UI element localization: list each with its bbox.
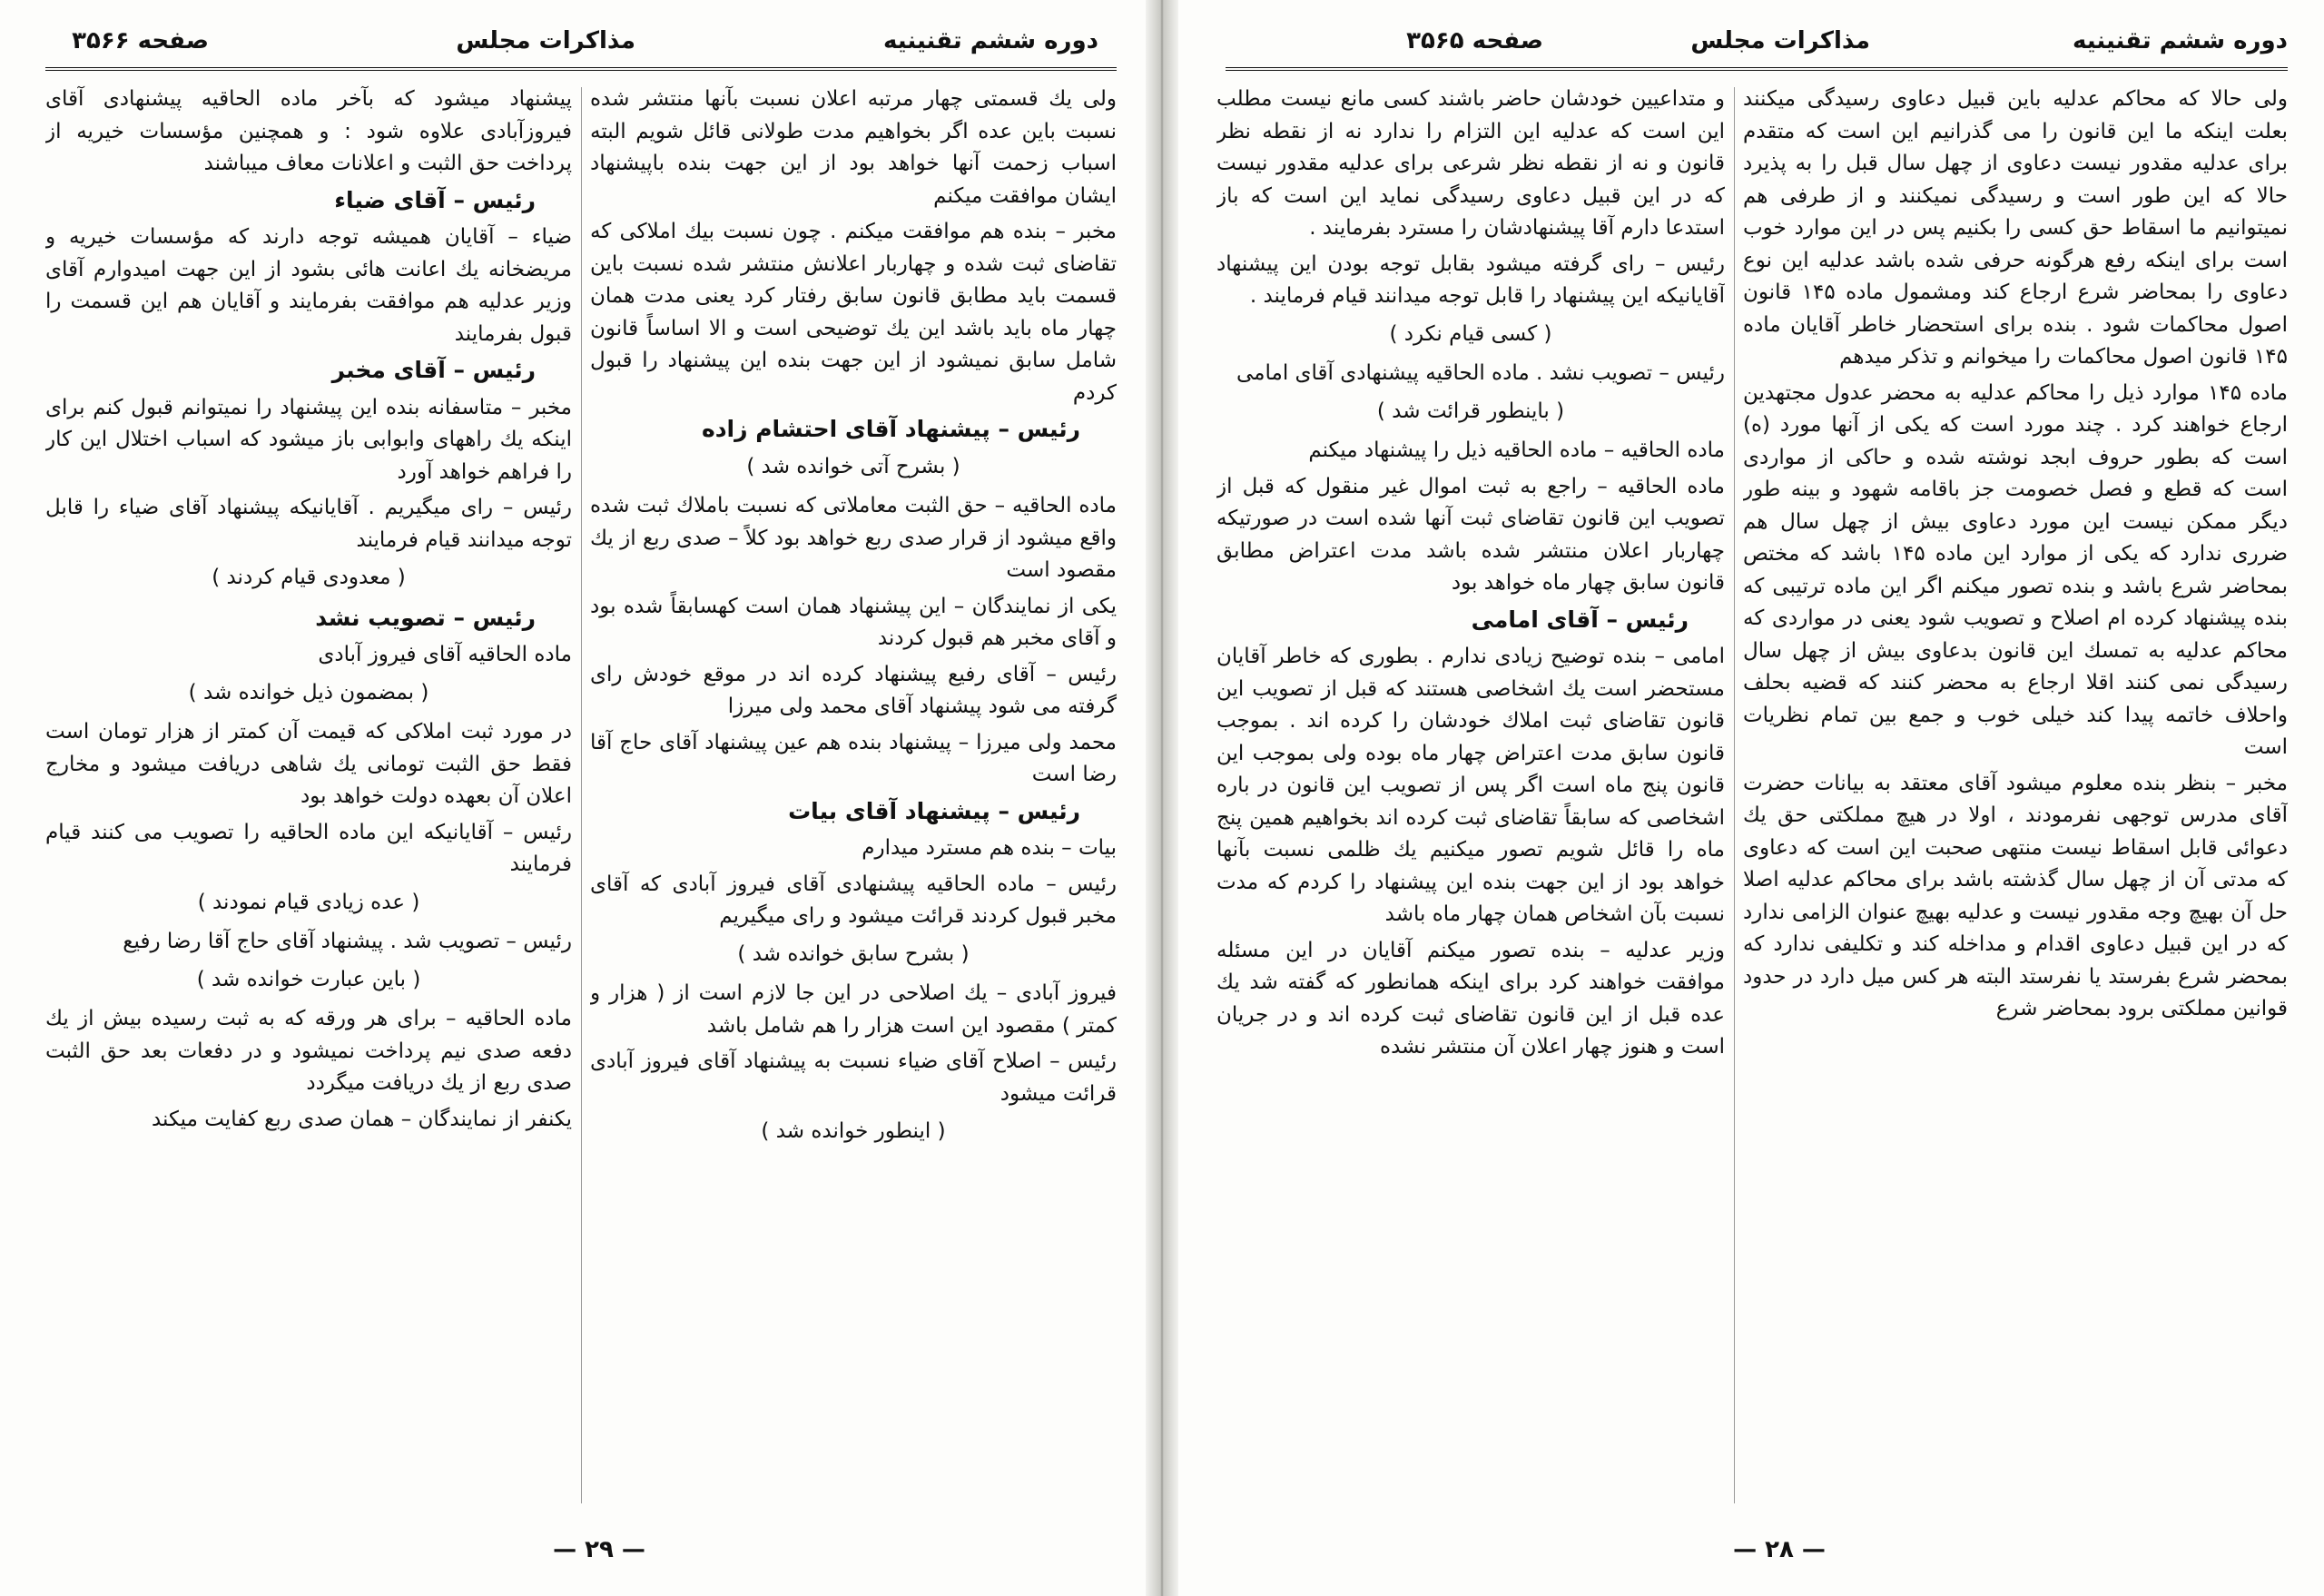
speaker-line: رئیس – آقای امامی [1471, 606, 1689, 633]
paragraph: رئیس – رای میگیریم . آقایانیکه پیشنهاد آقای ضیاء را قابل توجه میدانند قیام فرمایند [45, 496, 572, 552]
paragraph: ماده الحاقیه – برای هر ورقه که به ثبت رسیده بیش از یك دفعه صدی نیم پرداخت نمیشود و در دفعات بعد حق الثبت صدی ربع از یك دریافت میگردد [45, 1007, 572, 1095]
speaker-line: رئیس – آقای ضیاء [334, 186, 536, 213]
paragraph: یکی از نمایندگان – این پیشنهاد همان است کهسابقاً شده بود و آقای مخبر هم قبول کردند [590, 594, 1117, 650]
left-page-number: — ۲۹ — [553, 1536, 645, 1563]
paragraph: ماده الحاقیه – ماده الحاقیه ذیل را پیشنهاد میکنم [1308, 438, 1725, 462]
paragraph: رئیس – رای گرفته میشود بقابل توجه بودن این پیشنهاد آقایانیکه این پیشنهاد را قابل توجه میدانند قیام فرمایند . [1216, 251, 1725, 308]
paragraph: ماده الحاقیه – حق الثبت معاملاتی که نسبت باملاك ثبت شده واقع میشود از قرار صدی ربع خواهد بود کلاً – صدی ربع از یك مقصود است [590, 494, 1117, 582]
left-column-divider [581, 87, 582, 1503]
paragraph: رئیس – تصویب شد . پیشنهاد آقای حاج آقا رضا رفیع [123, 930, 572, 953]
paragraph: در مورد ثبت املاکی که قیمت آن کمتر از هزار تومان است فقط حق الثبت تومانی یك شاهی دریافت میشود و مخارج اعلان آن بعهده دولت خواهد بود [45, 720, 572, 808]
paragraph: رئیس – ماده الحاقیه پیشنهادی آقای فیروز آبادی که آقای مخبر قبول کردند قرائت میشود و رای میگیریم [590, 872, 1117, 928]
stage-direction: ( باین عبارت خوانده شد ) [196, 967, 421, 991]
paragraph: رئیس – اصلاح آقای ضیاء نسبت به پیشنهاد آقای فیروز آبادی قرائت میشود [590, 1049, 1117, 1106]
right-header-rule [1226, 67, 2288, 71]
paragraph: ماده الحاقیه – راجع به ثبت اموال غیر منقول که قبل از تصویب این قانون تقاضای ثبت آنها شده است در صورتیکه چهاربار اعلان منتشر شده باشد مدت اعتراض مطابق قانون سابق چهار ماه خواهد بود [1216, 474, 1725, 595]
paragraph: رئیس – آقایانیکه این ماده الحاقیه را تصویب می کنند قیام فرمایند [45, 820, 572, 876]
stage-direction: ( کسی قیام نکرد ) [1389, 321, 1552, 346]
paragraph: امامی – بنده توضیح زیادی ندارم . بطوری که خاطر آقایان مستحضر است یك اشخاصی هستند که قبل از تصویب این قانون تقاضای ثبت املاك خودشان را کرده اند . بموجب قانون سابق مدت اعتراض چهار ماه بوده ولی بموجب این قانون پنج ماه است اگر پس از تصویب این قانون در باره اشخاصی که سابقاً تقاضای ثبت کرده اند بخواهیم همین پنج ماه را قائل شویم تصور میکنیم یك ظلمی نسبت بآنها خواهد بود از این جهت بنده این پیشنهاد را کردم که مدت نسبت بآن اشخاص همان چهار ماه باشد [1216, 645, 1725, 926]
stage-direction: ( بشرح سابق خوانده شد ) [737, 941, 970, 966]
left-page-label: صفحه ۳۵۶۶ [72, 27, 209, 54]
right-page-number: — ۲۸ — [1733, 1536, 1826, 1563]
left-session-label: دوره ششم تقنينيه [882, 27, 1098, 54]
speaker-line: رئیس – پیشنهاد آقای بیات [788, 797, 1080, 824]
left-header-rule [45, 67, 1117, 71]
stage-direction: ( اینطور خوانده شد ) [761, 1119, 946, 1143]
speaker-line: رئیس – تصویب نشد [315, 604, 536, 631]
paragraph: مخبر – بنظر بنده معلوم میشود آقای معتقد به بیانات حضرت آقای مدرس توجهی نفرمودند ، اولا در هیچ مملکتی حق یك دعوائی قابل اسقاط نیست منتهی صحبت این است که دعاوی که مدتی آن از چهل سال گذشته باشد برای محاکم عدلیه اصلا حل آن بهیچ وجه مقدور نیست و عدلیه بهیچ عنوان الزامی ندارد که در این قبیل دعاوی اقدام و مداخله کند و تکلیفی ندارد که بمحضر شرع بفرستد یا نفرستد البته هر کس میل دارد در حدود قوانین مملکتی برود بمحاضر شرع [1743, 771, 2288, 1020]
stage-direction: ( بمضمون ذیل خوانده شد ) [188, 680, 429, 704]
paragraph: ماده الحاقیه آقای فیروز آبادی [318, 643, 572, 666]
right-journal-title: مذاکرات مجلس [1690, 27, 1870, 54]
stage-direction: ( بشرح آتی خوانده شد ) [746, 454, 960, 478]
paragraph: محمد ولی میرزا – پیشنهاد بنده هم عین پیشنهاد آقای حاج آقا رضا است [590, 730, 1117, 786]
book-gutter [1146, 0, 1178, 1596]
speaker-line: رئیس – آقای مخبر [331, 357, 536, 383]
paragraph: وزیر عدلیه – بنده تصور میکنم آقایان در این مسئله موافقت خواهند کرد برای اینکه همانطور که گفته شد یك عده قبل از این قانون تقاضای ثبت کرده اند و در جریان است و هنوز چهار اعلان آن منتشر نشده [1216, 938, 1725, 1059]
paragraph: رئیس – تصویب نشد . ماده الحاقیه پیشنهادی آقای امامی [1236, 361, 1725, 385]
right-session-label: دوره ششم تقنينيه [2072, 27, 2288, 54]
right-page [1162, 0, 2324, 1596]
left-journal-title: مذاکرات مجلس [456, 27, 635, 54]
right-page-right-column [1743, 84, 2288, 1500]
paragraph: پیشنهاد میشود که بآخر ماده الحاقیه پیشنهادی آقای فیروزآبادی علاوه شود : و همچنین مؤسسات خیریه از پرداخت حق الثبت و اعلانات معاف میباشند [45, 87, 572, 175]
paragraph: فیروز آبادی – یك اصلاحی در این جا لازم است از ( هزار و کمتر ) مقصود این است هزار را هم شامل باشد [590, 981, 1117, 1038]
left-page-right-column [590, 84, 1117, 1500]
stage-direction: ( عده زیادی قیام نمودند ) [197, 890, 420, 914]
speaker-line: رئیس – پیشنهاد آقای احتشام زاده [701, 416, 1080, 442]
right-page-left-column [1216, 84, 1725, 1500]
paragraph: رئیس – آقای رفیع پیشنهاد کرده اند در موقع خودش رای گرفته می شود پیشنهاد آقای محمد ولی میرزا [590, 662, 1117, 718]
paragraph: ضیاء – آقایان همیشه توجه دارند که مؤسسات خیریه و مریضخانه یك اعانت هائی بشود از این جهت امیدوارم آقای وزیر عدلیه هم موافقت بفرمایند و آقایان هم این قسمت را قبول بفرمایند [45, 225, 572, 346]
paragraph: ماده ۱۴۵ موارد ذیل را محاکم عدلیه به محضر عدول مجتهدین ارجاع خواهند کرد . چند مورد است که یکی از آنها مورد (ه) است که بطور حروف ابجد نوشته شده و حاکی از مواردی است که قطع و فصل خصومت جز باقامه شهود و بینه طور دیگر ممکن نیست این مورد دعاوی بیش از چهل سال هم ضرری ندارد که یکی از موارد این ماده ۱۴۵ باشد که مختص بمحاضر شرع باشد و بنده تصور میکنم اگر این ماده ترتیبی که بنده پیشنهاد کرده ام اصلاح و تصویب شود یعنی در مواردی که محاکم عدلیه به تمسك این قانون بدعاوی بیش از چهل سال رسیدگی نمی کنند اقلا ارجاع به محضر کنند که قضیه بحلف واحلاف خاتمه پیدا کند خیلی خوب و جمع بین تمام نظریات است [1743, 380, 2288, 759]
paragraph: ولی حالا که محاکم عدلیه باین قبیل دعاوی رسیدگی میکنند بعلت اینکه ما این قانون را می گذرانیم این است که متقدم برای عدلیه مقدور نیست دعاوی از چهل سال قبل را به پذیرد حالا که این طور است و رسیدگی نمیکنند و از طرفی هم نمیتوانیم ما اسقاط حق کسی را بکنیم پس در این موارد خوب است برای اینکه رفع هرگونه حرفی شده باشد عدلیه این نوع دعاوی را بمحاضر شرع ارجاع کند ومشمول ماده ۱۴۵ قانون اصول محاکمات شود . بنده برای استحضار خاطر آقایان ماده ۱۴۵ قانون اصول محاکمات را میخوانم و تذکر میدهم [1743, 87, 2288, 369]
stage-direction: ( باینطور قرائت شد ) [1376, 399, 1565, 423]
left-page-left-column [45, 84, 572, 1500]
right-column-divider [1734, 87, 1735, 1503]
paragraph: بیات – بنده هم مسترد میدارم [862, 836, 1117, 860]
paragraph: مخبر – بنده هم موافقت میکنم . چون نسبت بیك املاکی که تقاضای ثبت شده و چهاربار اعلانش منتشر شده نسبت باین قسمت باید مطابق قانون سابق رفتار کرد یعنی مدت همان چهار ماه باید باشد این یك توضیحی است و الا اساساً قانون شامل سابق نمیشود از این جهت بنده این پیشنهاد را قبول کردم [590, 220, 1117, 405]
paragraph: مخبر – متاسفانه بنده این پیشنهاد را نمیتوانم قبول کنم برای اینکه یك راههای وابوابی باز میشود که اسباب اختلال این کار را فراهم خواهد آورد [45, 395, 572, 484]
right-page-label: صفحه ۳۵۶۵ [1406, 27, 1543, 54]
paragraph: یکنفر از نمایندگان – همان صدی ربع کفایت میکند [151, 1107, 572, 1131]
paragraph: ولی یك قسمتی چهار مرتبه اعلان نسبت بآنها منتشر شده نسبت باین عده اگر بخواهیم مدت طولانی قائل شویم البته اسباب زحمت آنها خواهد بود از این جهت بنده باپیشنهاد ایشان موافقت میکنم [590, 87, 1117, 208]
paragraph: و متداعیین خودشان حاضر باشند کسی مانع نیست مطلب این است که عدلیه این التزام را ندارد نه از نقطه نظر قانون و نه از نقطه نظر شرعی برای عدلیه مقدور نیست که در این قبیل دعاوی رسیدگی نماید این است که باز استدعا دارم آقا پیشنهادشان را مسترد بفرمایند . [1216, 87, 1725, 240]
stage-direction: ( معدودی قیام کردند ) [212, 566, 406, 589]
